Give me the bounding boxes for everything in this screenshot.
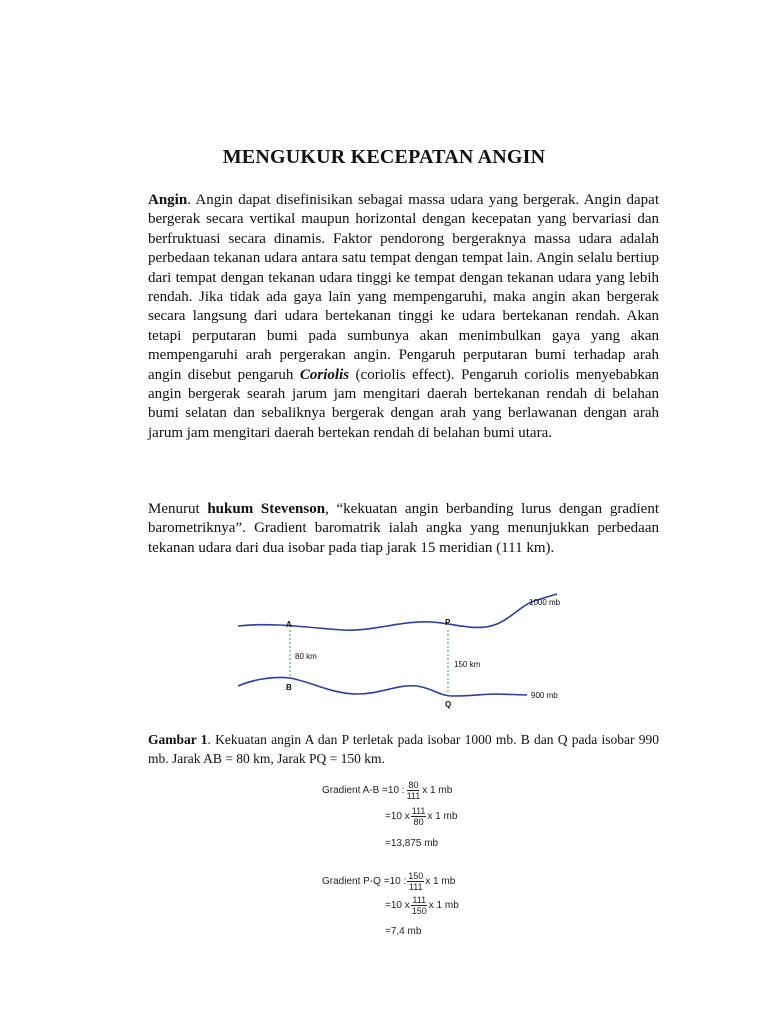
isobar-diagram	[232, 590, 592, 715]
calc-pq-fraction-1-denominator: 111	[408, 882, 423, 892]
calc-ab-line-1	[322, 780, 452, 801]
calc-ab-fraction-1-numerator: 80	[408, 780, 419, 790]
calc-ab-fraction-2	[411, 806, 427, 827]
paragraph-definition-text-2: (coriolis effect). Pengaruh coriolis menyebabkan angin bergerak searah jarum jam mengitari daerah bertekanan rendah di belahan bumi selatan dan sebaliknya bergerak dengan arah yang berlawanan dengan arah jarum jam mengitari daerah bertekan rendah di belahan bumi utara.	[148, 366, 659, 441]
calc-ab-fraction-2-numerator: 111	[411, 806, 426, 816]
term-coriolis: Coriolis	[299, 366, 350, 383]
point-b-label: B	[286, 683, 292, 692]
calc-pq-l2-pre: =10 x	[385, 900, 410, 911]
paragraph-stevenson-lead: Menurut	[148, 501, 208, 517]
calc-ab-l1-pre: =10 :	[382, 785, 405, 796]
point-q-label: Q	[445, 700, 452, 709]
point-a-label: A	[286, 620, 292, 629]
calc-pq-fraction-2-denominator: 150	[411, 906, 427, 916]
calc-ab-l2-pre: =10 x	[385, 811, 410, 822]
caption-label: Gambar 1	[148, 732, 208, 747]
calc-pq-line-2	[385, 895, 459, 916]
isobar-1000-label: 1000 mb	[529, 598, 561, 607]
term-hukum-stevenson: hukum Stevenson	[207, 501, 326, 517]
calc-pq-fraction-2	[411, 895, 428, 916]
paragraph-definition	[148, 191, 659, 443]
paragraph-definition-text-1: . Angin dapat disefinisikan sebagai massa udara yang bergerak. Angin dapat bergerak secara vertikal maupun horizontal dengan kecepatan yang bervariasi dan berfruktuasi secara dinamis. Faktor pendorong bergeraknya massa udara adalah perbedaan tekanan udara antara satu tempat dengan tempat lain. Angin selalu bertiup dari tempat dengan tekanan udara tinggi ke tempat dengan tekanan udara yang lebih rendah. Jika tidak ada gaya lain yang mempengaruhi, maka angin akan bergerak secara langsung dari udara bertekanan tinggi ke udara bertekanan rendah. Akan tetapi perputaran bumi pada sumbunya akan menimbulkan gaya yang akan mempengaruhi arah pergerakan angin. Pengaruh perputaran bumi terhadap arah angin disebut pengaruh	[148, 192, 659, 383]
isobar-900-label: 900 mb	[531, 691, 558, 700]
distance-pq-label: 150 km	[454, 660, 481, 669]
paragraph-stevenson-text: , “kekuatan angin berbanding lurus dengan gradient barometriknya”. Gradient baromatrik ialah angka yang menunjukkan perbedaan tekanan udara dari dua isobar pada tiap jarak 15 meridian (111 km).	[148, 501, 659, 556]
calc-ab-result: =13,875 mb	[385, 838, 439, 849]
caption-text: . Kekuatan angin A dan P terletak pada isobar 1000 mb. B dan Q pada isobar 990 mb. Jarak AB = 80 km, Jarak PQ = 150 km.	[148, 732, 659, 766]
calc-ab-fraction-1	[406, 780, 422, 801]
calc-ab-label: Gradient A-B	[322, 785, 380, 796]
calc-ab-l1-post: x 1 mb	[422, 785, 453, 796]
calc-pq-l1-post: x 1 mb	[425, 876, 456, 887]
calc-pq-l2-post: x 1 mb	[428, 900, 459, 911]
calc-ab-line-2	[385, 806, 457, 827]
paragraph-stevenson	[148, 500, 659, 558]
isobar-figure	[232, 590, 592, 715]
calc-ab-fraction-2-denominator: 80	[413, 817, 424, 827]
term-angin: Angin	[148, 192, 188, 208]
calc-pq-fraction-2-numerator: 111	[412, 895, 427, 905]
distance-ab-label: 80 km	[295, 652, 317, 661]
figure-caption	[148, 730, 659, 768]
calc-pq-fraction-1-numerator: 150	[408, 871, 424, 881]
point-p-label: P	[445, 618, 451, 627]
calc-ab-l2-post: x 1 mb	[427, 811, 458, 822]
calc-pq-l1-pre: =10 :	[383, 876, 407, 887]
calc-ab-fraction-1-denominator: 111	[406, 791, 421, 801]
isobar-line-900	[238, 677, 527, 696]
calc-pq-line-1	[322, 871, 455, 892]
calc-pq-fraction-1	[407, 871, 424, 892]
calc-pq-result: =7,4 mb	[385, 926, 422, 937]
page-title: MENGUKUR KECEPATAN ANGIN	[222, 146, 546, 168]
calc-pq-label: Gradient P-Q	[322, 876, 381, 887]
